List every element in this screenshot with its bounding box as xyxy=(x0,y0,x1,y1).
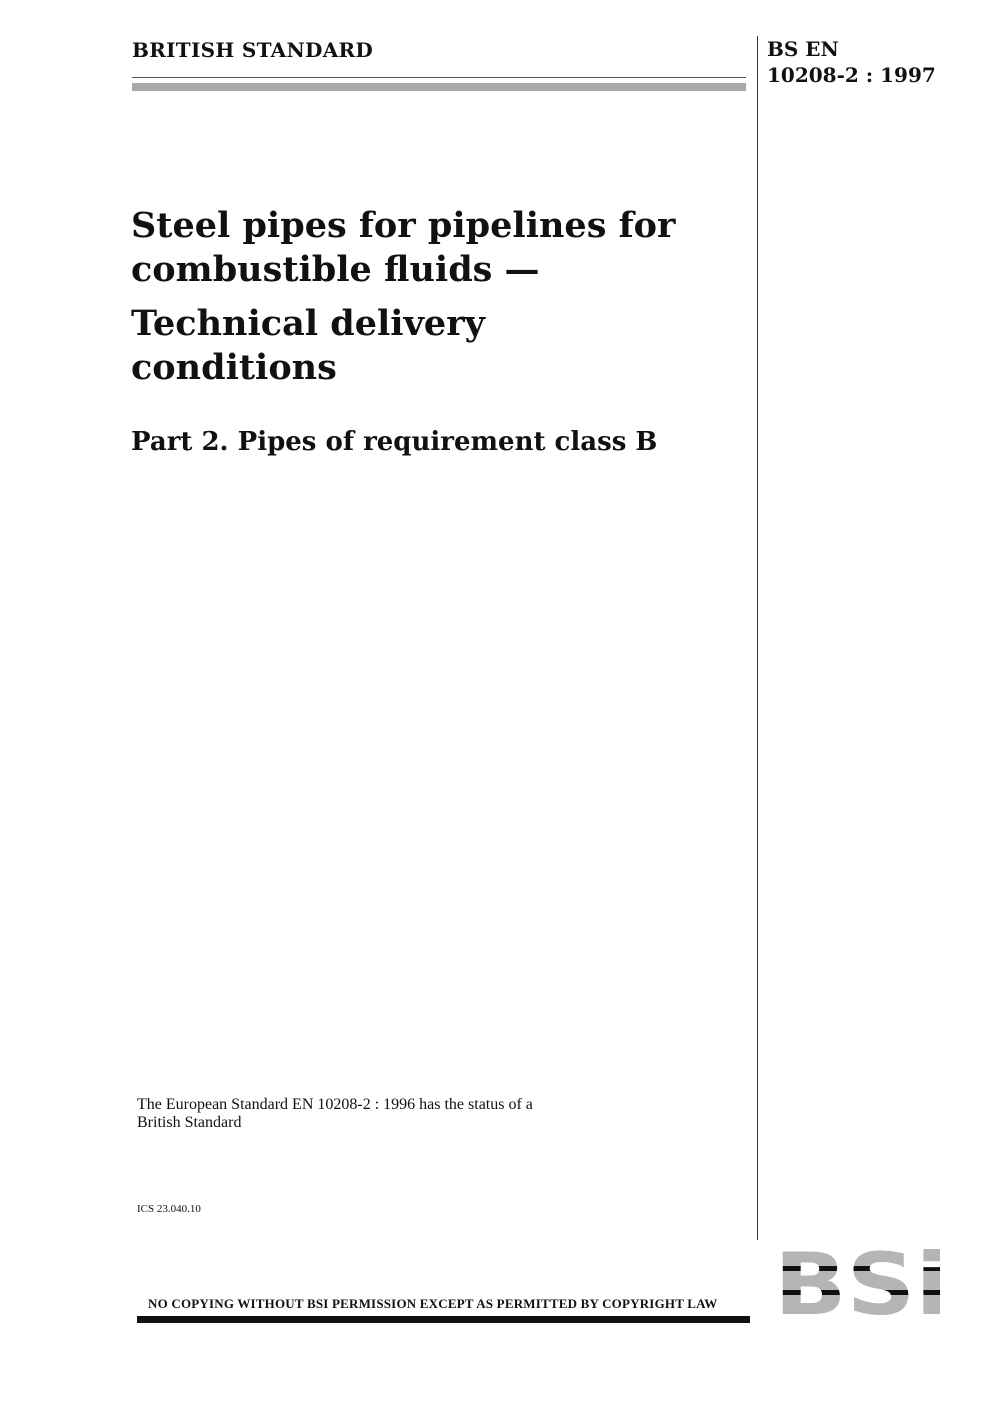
header-thick-rule xyxy=(132,83,746,91)
standard-number-line2: 10208-2 : 1997 xyxy=(767,63,936,87)
title-line-3: Technical delivery xyxy=(131,303,485,344)
ics-code: ICS 23.040.10 xyxy=(137,1203,201,1215)
standard-number-line1: BS EN xyxy=(767,37,839,61)
document-title xyxy=(131,204,741,390)
title-line-1: Steel pipes for pipelines for xyxy=(131,205,676,246)
vertical-divider xyxy=(757,36,758,1240)
status-note xyxy=(137,1096,597,1132)
title-line-2: combustible fluids — xyxy=(131,249,540,290)
status-note-line1: The European Standard EN 10208-2 : 1996 has the status of a xyxy=(137,1096,533,1113)
standard-type-label: BRITISH STANDARD xyxy=(132,38,374,62)
title-line-4: conditions xyxy=(131,347,337,388)
status-note-line2: British Standard xyxy=(137,1114,242,1131)
header-thin-rule xyxy=(132,77,746,78)
standard-number xyxy=(767,36,936,88)
part-title: Part 2. Pipes of requirement class B xyxy=(131,427,658,457)
footer-rule xyxy=(137,1316,750,1323)
bsi-logo xyxy=(774,1244,948,1324)
copyright-notice: NO COPYING WITHOUT BSI PERMISSION EXCEPT AS PERMITTED BY COPYRIGHT LAW xyxy=(148,1296,718,1311)
